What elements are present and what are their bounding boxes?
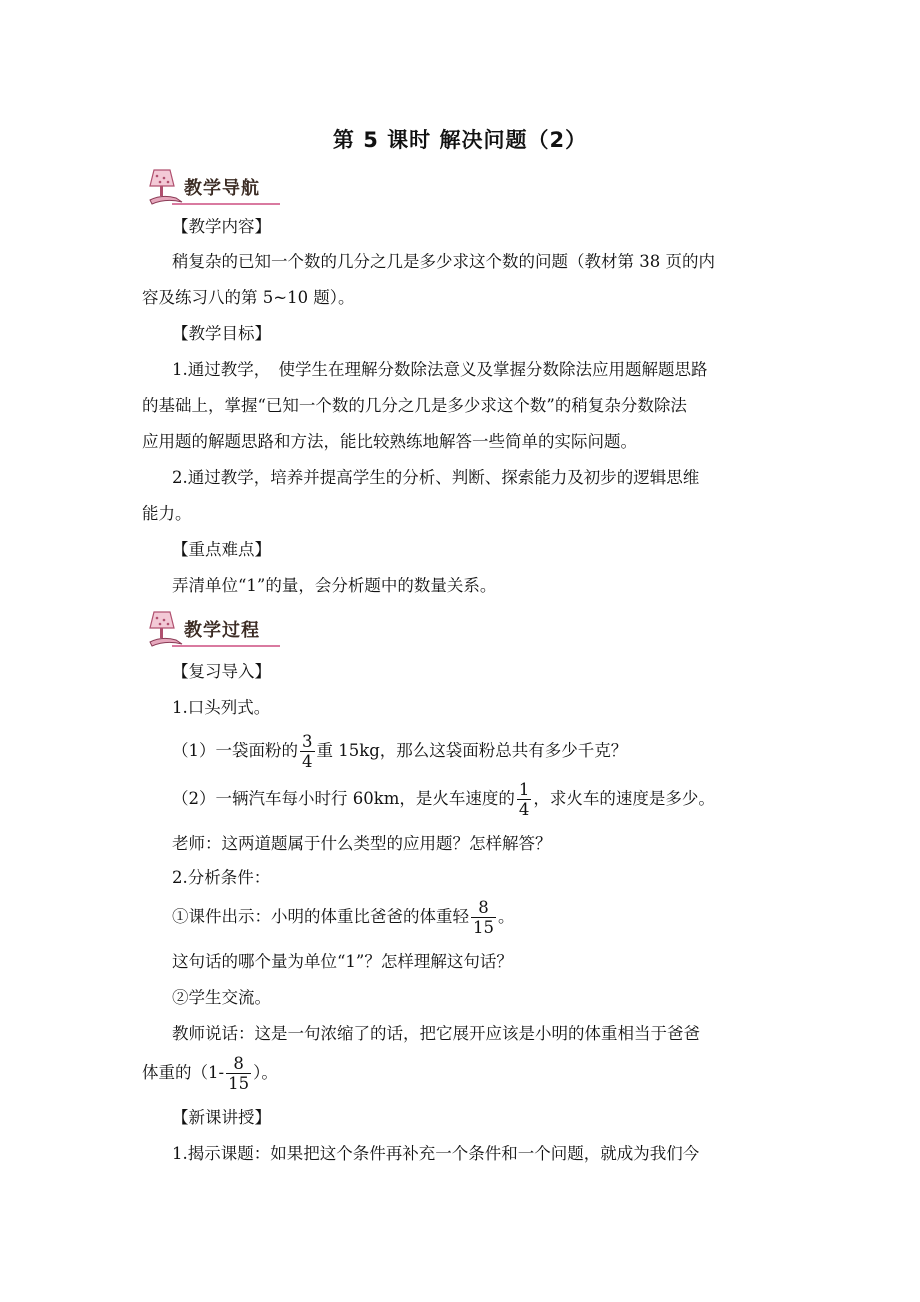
banner-label: 教学过程 (184, 620, 260, 641)
text-line: 稍复杂的已知一个数的几分之几是多少求这个数的问题（教材第 38 页的内 (172, 252, 715, 271)
text-segment: ）。 (253, 1063, 278, 1082)
fraction: $\frac{1}{4}$ (518, 780, 530, 819)
banner-label: 教学导航 (184, 178, 260, 199)
heading-key: 【重点难点】 (172, 540, 271, 559)
heading-goal: 【教学目标】 (172, 324, 271, 343)
heading-review: 【复习导入】 (172, 662, 271, 681)
text-line: 1.揭示课题：如果把这个条件再补充一个条件和一个问题，就成为我们今 (172, 1144, 700, 1163)
section-banner-nav (142, 164, 282, 210)
text-segment: 体重的（1- (142, 1063, 225, 1082)
text-line: 1.通过教学， 使学生在理解分数除法意义及掌握分数除法应用题解题思路 (172, 360, 708, 379)
heading-new: 【新课讲授】 (172, 1108, 271, 1127)
fraction: $\frac{8}{15}$ (473, 898, 494, 937)
question-2 (172, 780, 715, 819)
text-line: 应用题的解题思路和方法，能比较熟练地解答一些简单的实际问题。 (142, 432, 637, 451)
text-segment: ，求火车的速度是多少。 (533, 789, 715, 808)
page-title: 第 5 课时 解决问题（2） (332, 128, 588, 152)
condition-1 (172, 898, 515, 937)
text-segment: ①课件出示：小明的体重比爸爸的体重轻 (172, 907, 469, 926)
fraction: $\frac{8}{15}$ (228, 1054, 250, 1093)
text-line: ②学生交流。 (172, 988, 271, 1007)
text-line: 教师说话：这是一句浓缩了的话，把它展开应该是小明的体重相当于爸爸 (172, 1024, 700, 1043)
text-line: 2.通过教学，培养并提高学生的分析、判断、探索能力及初步的逻辑思维 (172, 468, 700, 487)
text-line: 的基础上，掌握“已知一个数的几分之几是多少求这个数”的稍复杂分数除法 (142, 396, 687, 415)
section-banner-process (142, 606, 282, 652)
text-line: 2.分析条件： (172, 868, 271, 887)
text-segment: （1）一袋面粉的 (172, 741, 298, 760)
text-segment: 。 (498, 907, 515, 926)
text-line: 老师：这两道题属于什么类型的应用题？怎样解答？ (172, 834, 552, 853)
text-line: 1.口头列式。 (172, 698, 271, 717)
text-line: 能力。 (142, 504, 192, 523)
text-line: 这句话的哪个量为单位“1”？怎样理解这句话？ (172, 952, 513, 971)
fraction: $\frac{3}{4}$ (302, 732, 313, 771)
text-line: 弄清单位“1”的量，会分析题中的数量关系。 (172, 576, 497, 595)
question-1 (172, 732, 627, 771)
text-segment: 重 15kg，那么这袋面粉总共有多少千克？ (316, 741, 628, 760)
heading-content: 【教学内容】 (172, 217, 271, 236)
text-segment: （2）一辆汽车每小时行 60km，是火车速度的 (172, 789, 515, 808)
text-line-fraction (142, 1054, 278, 1093)
text-line: 容及练习八的第 5~10 题）。 (142, 288, 355, 307)
